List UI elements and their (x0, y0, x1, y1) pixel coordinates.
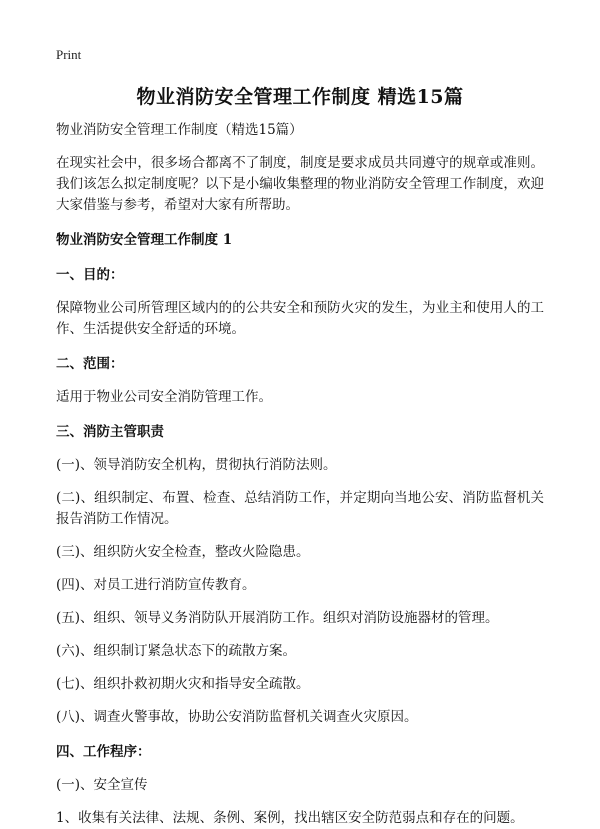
print-link[interactable]: Print (56, 47, 82, 62)
purpose-heading: 一、目的： (56, 267, 124, 283)
purpose-text: 保障物业公司所管理区域内的的公共安全和预防火灾的发生，为业主和使用人的工作、生活提供安全舒适的环境。 (56, 300, 544, 337)
duty-item: (四)、对员工进行消防宣传教育。 (56, 577, 256, 593)
procedure-heading: 四、工作程序： (56, 744, 151, 760)
document-title: 物业消防安全管理工作制度 精选15篇 (136, 86, 464, 108)
duty-item: (二)、组织制定、布置、检查、总结消防工作，并定期向当地公安、消防监督机关报告消防工作情况。 (56, 490, 544, 527)
duty-item: (七)、组织扑救初期火灾和指导安全疏散。 (56, 676, 310, 692)
section-title: 物业消防安全管理工作制度 1 (56, 232, 233, 248)
duty-item: (五)、组织、领导义务消防队开展消防工作。组织对消防设施器材的管理。 (56, 610, 499, 626)
scope-text: 适用于物业公司安全消防管理工作。 (56, 389, 272, 405)
duty-item: (三)、组织防火安全检查，整改火险隐患。 (56, 544, 310, 560)
duty-item: (八)、调查火警事故，协助公安消防监督机关调查火灾原因。 (56, 709, 418, 725)
duties-heading: 三、消防主管职责 (56, 424, 164, 440)
procedure-subheading: (一)、安全宣传 (56, 777, 148, 793)
document-subtitle: 物业消防安全管理工作制度（精选15篇） (56, 122, 303, 138)
intro-paragraph: 在现实社会中，很多场合都离不了制度，制度是要求成员共同遵守的规章或准则。我们该怎么拟定制度呢？以下是小编收集整理的物业消防安全管理工作制度，欢迎大家借鉴与参考，希望对大家有所帮助。 (56, 155, 544, 213)
duty-item: (一)、领导消防安全机构，贯彻执行消防法则。 (56, 457, 337, 473)
duty-item: (六)、组织制订紧急状态下的疏散方案。 (56, 643, 297, 659)
scope-heading: 二、范围： (56, 356, 124, 372)
procedure-item: 1、收集有关法律、法规、条例、案例，找出辖区安全防范弱点和存在的问题。 (56, 810, 524, 826)
